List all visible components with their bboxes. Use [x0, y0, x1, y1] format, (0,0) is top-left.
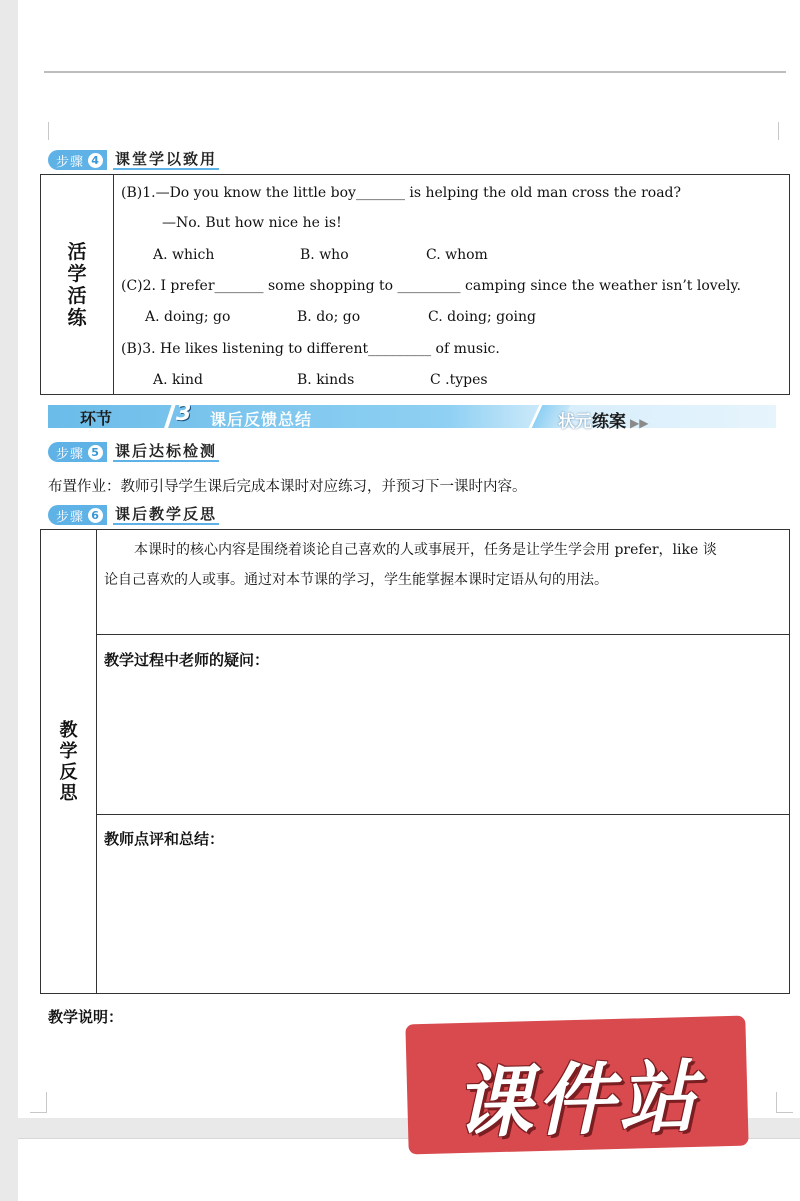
step-badge-word: 步骤 [56, 154, 85, 170]
row-divider [96, 814, 789, 815]
side-label-char: 学 [59, 740, 78, 762]
section-word: 环节 [80, 409, 113, 428]
crop-mark [30, 1092, 47, 1113]
crop-mark [778, 122, 789, 140]
side-label-char: 学 [67, 262, 87, 285]
step-badge-word: 步骤 [56, 509, 85, 525]
crop-mark [38, 122, 49, 140]
side-label-char: 活 [67, 284, 87, 307]
section-number: 3 [176, 401, 192, 426]
table-divider [96, 530, 97, 993]
step-title: 课后达标检测 [115, 442, 218, 460]
step-4-heading [48, 150, 219, 170]
homework-text: 布置作业：教师引导学生课后完成本课时对应练习，并预习下一课时内容。 [48, 479, 527, 495]
watermark-stamp [405, 1016, 748, 1155]
reflection-summary-line-2: 论自己喜欢的人或事。通过对本节课的学习，学生能掌握本课时定语从句的用法。 [104, 572, 608, 588]
option: A. which [153, 247, 215, 263]
option: C .types [430, 372, 488, 388]
step-badge [48, 505, 107, 525]
watermark-text: 课件站 [453, 1052, 702, 1150]
side-label-char: 练 [67, 306, 87, 329]
table-divider [113, 175, 114, 394]
side-label-char: 反 [59, 761, 78, 783]
step-number: 5 [88, 445, 103, 460]
step-number: 6 [88, 508, 103, 523]
option: C. whom [426, 247, 488, 263]
header-rule [44, 71, 786, 73]
option: B. do; go [297, 309, 361, 325]
step-number: 4 [88, 153, 103, 168]
banner-divider [164, 403, 176, 429]
row-divider [96, 634, 789, 635]
teacher-questions-label: 教学过程中老师的疑问： [104, 651, 270, 669]
section-banner [48, 401, 776, 432]
step-title: 课后教学反思 [115, 505, 218, 523]
option: A. doing; go [145, 309, 231, 325]
option: C. doing; going [428, 309, 536, 325]
brand-part: 练案 [592, 412, 626, 432]
question-1-reply: —No. But how nice he is! [162, 215, 342, 231]
reflection-summary-line-1: 本课时的核心内容是围绕着谈论自己喜欢的人或事展开，任务是让学生学会用 prefer，like 谈 [134, 542, 717, 558]
step-badge-word: 步骤 [56, 446, 85, 462]
side-label-char: 思 [59, 782, 78, 804]
step-badge [48, 442, 107, 462]
teaching-notes-label: 教学说明： [48, 1008, 124, 1026]
brand-part: 状元 [558, 412, 592, 432]
question-2-stem: (C)2. I prefer_______ some shopping to _________ camping since the weather isn’t lovely. [121, 278, 741, 294]
option: B. kinds [297, 372, 355, 388]
reflection-side-label [41, 530, 96, 993]
step-title: 课堂学以致用 [115, 150, 218, 168]
section-title: 课后反馈总结 [210, 410, 313, 429]
option: A. kind [153, 372, 203, 388]
question-3-stem: (B)3. He likes listening to different_________ of music. [121, 341, 500, 357]
side-label-char: 教 [59, 719, 78, 741]
option: B. who [300, 247, 349, 263]
teacher-comments-label: 教师点评和总结： [104, 830, 225, 848]
step-6-heading [48, 505, 219, 525]
step-badge [48, 150, 107, 170]
practice-side-label [41, 175, 113, 394]
question-1-stem: (B)1.—Do you know the little boy_______ is helping the old man cross the road? [121, 185, 682, 201]
reflection-table [40, 529, 790, 994]
side-label-char: 活 [67, 240, 87, 263]
crop-mark [776, 1092, 793, 1113]
double-arrow-icon: ▶▶ [630, 416, 649, 430]
brand-label [558, 407, 648, 432]
step-5-heading [48, 442, 219, 462]
